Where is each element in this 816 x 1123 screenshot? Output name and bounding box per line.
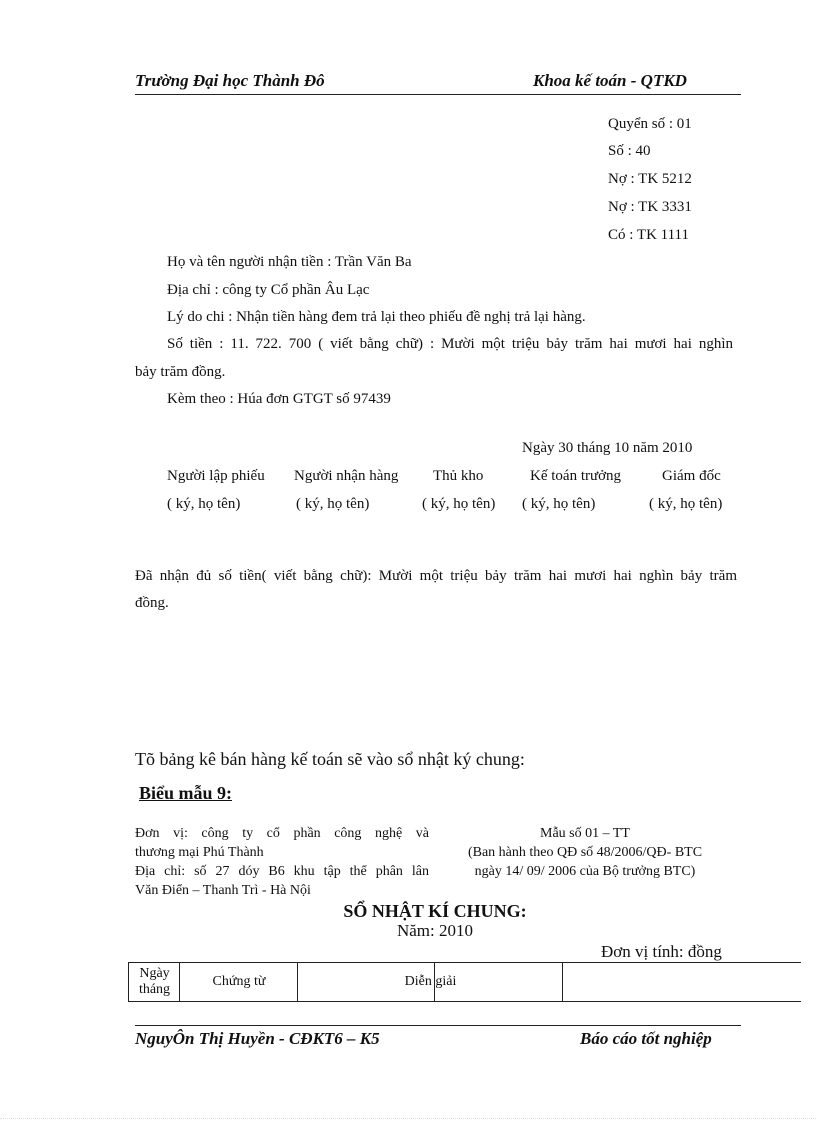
footer-report: Báo cáo tốt nghiệp [580, 1029, 712, 1048]
debit-account-2: Nợ : TK 3331 [608, 199, 692, 215]
unit-line-4: Văn Điển – Thanh Trì - Hà Nội [135, 883, 311, 898]
recipient-line: Họ và tên người nhận tiền : Trần Văn Ba [167, 254, 412, 270]
col-date-line-2: tháng [138, 982, 171, 997]
header-school: Trường Đại học Thành Đô [135, 71, 325, 90]
col-date [128, 963, 180, 1001]
attached-document: Kèm theo : Húa đơn GTGT số 97439 [167, 391, 391, 407]
voucher-date: Ngày 30 tháng 10 năm 2010 [522, 440, 693, 456]
divider [562, 963, 563, 1001]
signature-role: Người nhận hàng [294, 468, 399, 484]
unit-line-1: Đơn vị: công ty cổ phần công nghệ và [135, 826, 429, 841]
header-rule [135, 94, 741, 95]
journal-unit: Đơn vị tính: đồng [601, 942, 722, 961]
signature-note: ( ký, họ tên) [522, 496, 596, 512]
credit-account: Có : TK 1111 [608, 227, 689, 243]
col-description: Diễn giải [297, 963, 563, 1001]
amount-line-2: bảy trăm đồng. [135, 364, 226, 380]
received-line-1: Đã nhận đủ số tiền( viết bằng chữ): Mười một triệu bảy trăm hai mươi hai nghìn bảy trăm [135, 568, 737, 584]
unit-line-3: Địa chỉ: số 27 dóy B6 khu tập thể phân lân [135, 864, 429, 879]
debit-account-1: Nợ : TK 5212 [608, 171, 692, 187]
signature-role: Người lập phiếu [167, 468, 265, 484]
col-date-line-1: Ngày [139, 965, 170, 981]
header-faculty: Khoa kế toán - QTKD [533, 71, 687, 90]
signature-note: ( ký, họ tên) [296, 496, 370, 512]
signature-role: Kế toán trưởng [530, 468, 622, 484]
footer-author: NguyÔn Thị Huyền - CĐKT6 – K5 [135, 1029, 380, 1048]
amount-line-1: Số tiền : 11. 722. 700 ( viết bằng chữ) : Mười một triệu bảy trăm hai mươi hai nghìn [167, 336, 733, 352]
unit-line-2: thương mại Phú Thành [135, 845, 264, 860]
journal-table-header [128, 962, 801, 1002]
address-line: Địa chỉ : công ty Cổ phần Âu Lạc [167, 282, 370, 298]
footer-rule [135, 1025, 741, 1026]
col-voucher: Chứng từ [179, 963, 298, 1001]
page-edge [0, 1118, 816, 1119]
form-label: Biểu mẫu 9: [139, 783, 233, 803]
reason-line: Lý do chi : Nhận tiền hàng đem trả lại theo phiếu đề nghị trả lại hàng. [167, 309, 586, 325]
section-title: Tõ bảng kê bán hàng kế toán sẽ vào sổ nhật ký chung: [135, 749, 525, 769]
received-line-2: đồng. [135, 595, 169, 611]
signature-note: ( ký, họ tên) [167, 496, 241, 512]
book-number: Quyển số : 01 [608, 116, 692, 132]
form-regulation: (Ban hành theo QĐ số 48/2006/QĐ- BTC [467, 845, 703, 860]
form-number: Mẫu số 01 – TT [540, 826, 630, 841]
col-description-pad [434, 963, 562, 1001]
signature-role: Thủ kho [433, 468, 484, 484]
signature-role: Giám đốc [662, 468, 721, 484]
form-regulation-date: ngày 14/ 09/ 2006 của Bộ trưởng BTC) [474, 864, 696, 879]
signature-note: ( ký, họ tên) [422, 496, 496, 512]
journal-year: Năm: 2010 [396, 921, 474, 940]
journal-title: SỔ NHẬT KÍ CHUNG: [343, 901, 527, 921]
signature-note: ( ký, họ tên) [649, 496, 723, 512]
voucher-number: Số : 40 [608, 143, 651, 159]
